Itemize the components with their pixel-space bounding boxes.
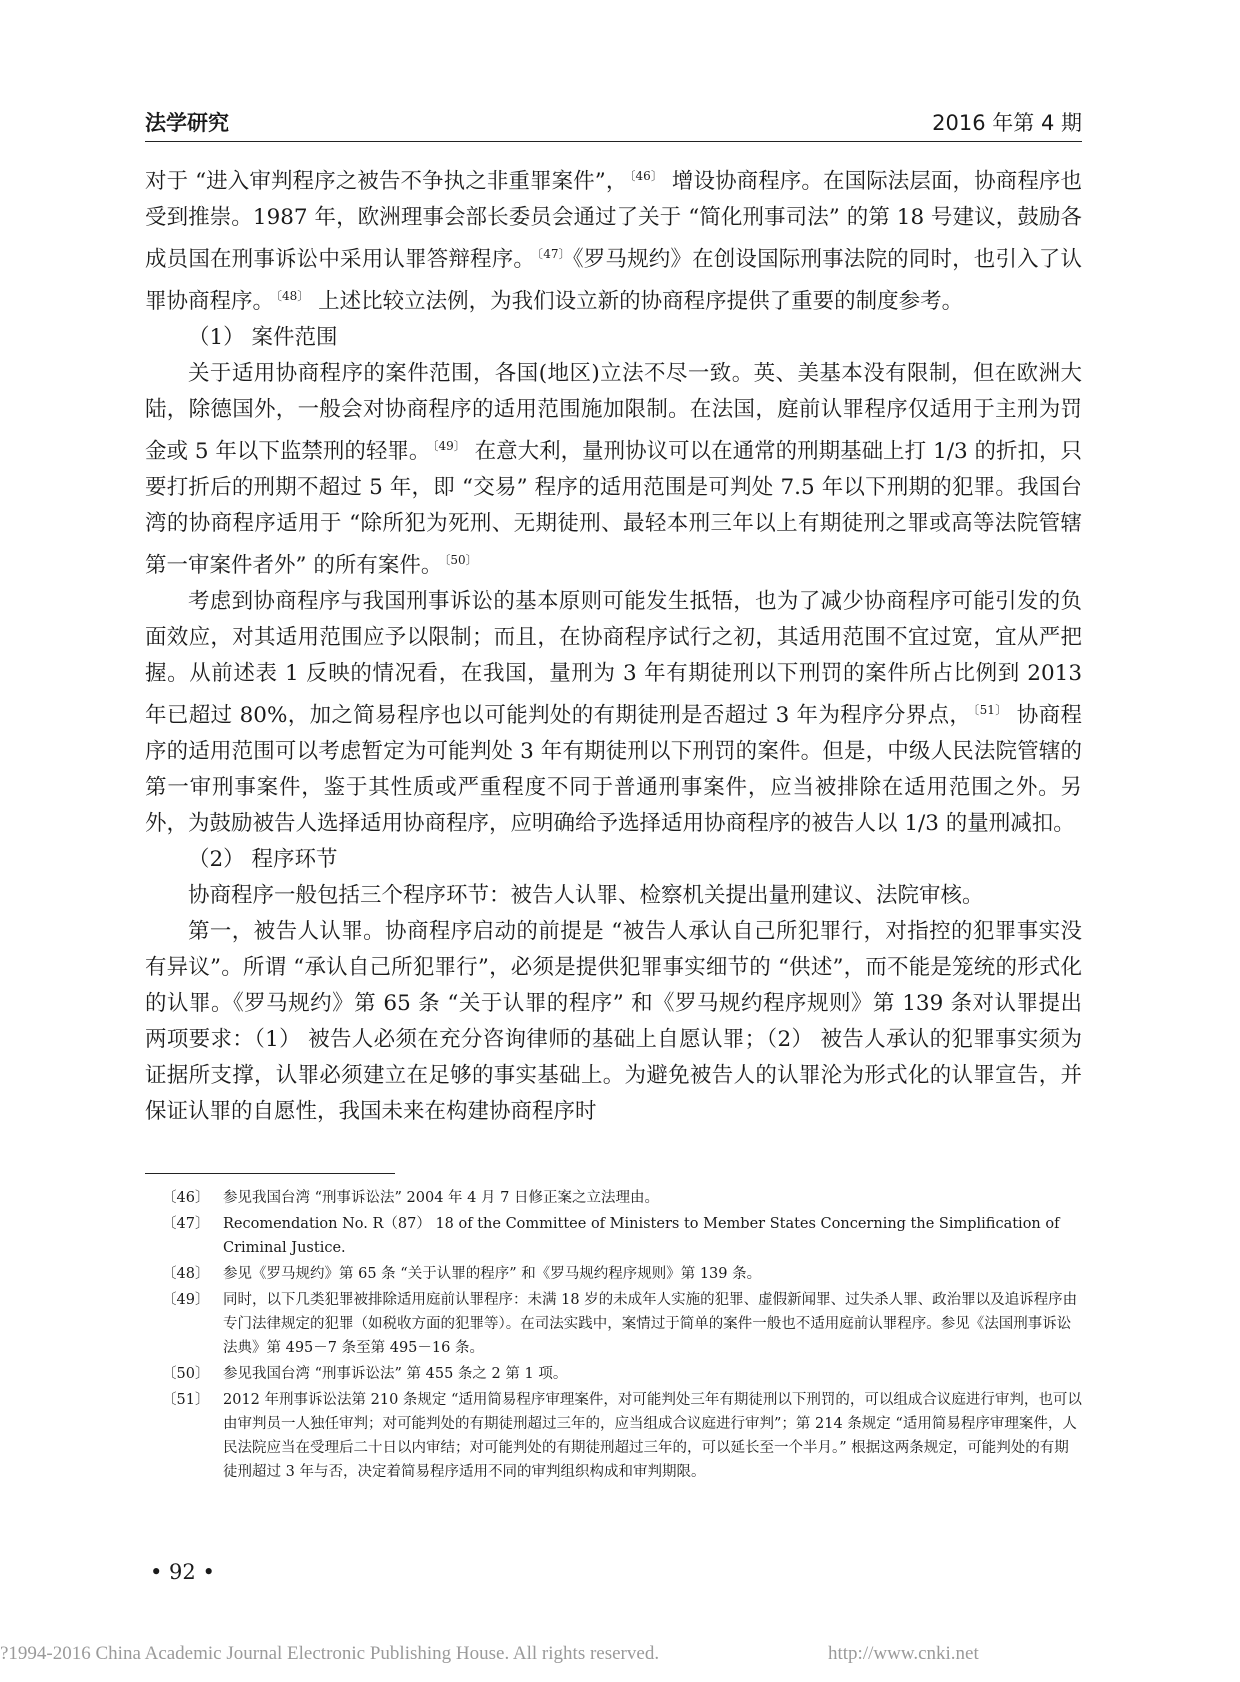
text-run: 考虑到协商程序与我国刑事诉讼的基本原则可能发生抵牾，也为了减少协商程序可能引发的负面效应，对其适用范围应予以限制；而且，在协商程序试行之初，其适用范围不宜过宽，宜从严把握。从前述表 1 反映的情况看，在我国，量刑为 3 年有期徒刑以下刑罚的案件所占比例到 2013 年已超过 80%，加之简易程序也以可能判处的有期徒刑是否超过 3 年为程序分界点， (145, 589, 1082, 728)
footnote-text: 2012 年刑事诉讼法第 210 条规定 “适用简易程序审理案件，对可能判处三年有期徒刑以下刑罚的，可以组成合议庭进行审判，也可以由审判员一人独任审判；对可能判处的有期徒刑超过三年的，应当组成合议庭进行审判”；第 214 条规定 “适用简易程序审理案件，人民法院应当在受理后二十日以内审结；对可能判处的有期徒刑超过三年的，可以延长至一个半月。” 根据这两条规定，可能判处的有期徒刑超过 3 年与否，决定着简易程序适用不同的审判组织构成和审判期限。 (223, 1392, 1082, 1480)
section-heading-procedure: （2） 程序环节 (188, 847, 338, 872)
footnote-text: 同时，以下几类犯罪被排除适用庭前认罪程序：未满 18 岁的未成年人实施的犯罪、虚假新闻罪、过失杀人罪、政治罪以及追诉程序由专门法律规定的犯罪（如税收方面的犯罪等）。在司法实践中，案情过于简单的案件一般也不适用庭前认罪程序。参见《法国刑事诉讼法典》第 495－7 条至第 495－16 条。 (223, 1292, 1078, 1356)
footnote-number: 〔51〕 (162, 1392, 210, 1408)
footnote-text: 参见《罗马规约》第 65 条 “关于认罪的程序” 和《罗马规约程序规则》第 139 条。 (223, 1266, 762, 1282)
footnote-ref-46[interactable]: 〔46〕 (629, 169, 663, 183)
footnote-46 (145, 1186, 1082, 1210)
page-number: • 92 • (150, 1560, 215, 1584)
text-run: 关于适用协商程序的案件范围，各国(地区)立法不尽一致。英、美基本没有限制，但在欧洲大陆，除德国外，一般会对协商程序的适用范围施加限制。在法国，庭前认罪程序仅适用于主刑为罚金或 5 年以下监禁刑的轻罪。 (145, 361, 1082, 464)
journal-title: 法学研究 (145, 111, 229, 135)
text-run: 《罗马规约》在创设国际刑事法院的同时，也引入了认罪协商程序。 (145, 247, 1082, 314)
main-body (145, 158, 1082, 1130)
footnote-number: 〔50〕 (162, 1366, 210, 1382)
footnote-47 (145, 1212, 1082, 1260)
paragraph-3 (145, 584, 1082, 842)
footnote-49 (145, 1288, 1082, 1360)
footnote-number: 〔46〕 (162, 1190, 210, 1206)
footnote-divider (145, 1173, 395, 1174)
footnote-text: Recomendation No. R（87） 18 of the Committee of Ministers to Member States Concerning the Simplification of Criminal Justice. (223, 1216, 1060, 1256)
footnote-50 (145, 1362, 1082, 1386)
paragraph-1 (145, 158, 1082, 320)
footnote-number: 〔47〕 (162, 1216, 210, 1232)
text-run: 协商程序的适用范围可以考虑暂定为可能判处 3 年有期徒刑以下刑罚的案件。但是，中级人民法院管辖的第一审刑事案件，鉴于其性质或严重程度不同于普通刑事案件，应当被排除在适用范围之外。另外，为鼓励被告人选择适用协商程序，应明确给予选择适用协商程序的被告人以 1/3 的量刑减扣。 (145, 703, 1082, 836)
text-run: 增设协商程序。在国际法层面，协商程序也受到推崇。1987 年，欧洲理事会部长委员会通过了关于 “简化刑事司法” 的第 18 号建议，鼓励各成员国在刑事诉讼中采用认罪答辩程序。 (145, 169, 1082, 272)
paragraph-2 (145, 356, 1082, 584)
footnote-ref-51[interactable]: 〔51〕 (973, 703, 1008, 717)
text-run: 上述比较立法例，为我们设立新的协商程序提供了重要的制度参考。 (311, 289, 964, 314)
footnote-number: 〔48〕 (162, 1266, 210, 1282)
issue-label: 2016 年第 4 期 (932, 111, 1082, 135)
paragraph-5: 第一，被告人认罪。协商程序启动的前提是 “被告人承认自己所犯罪行，对指控的犯罪事实没有异议”。所谓 “承认自己所犯罪行”，必须是提供犯罪事实细节的 “供述”，而不能是笼统的形式化的认罪。《罗马规约》第 65 条 “关于认罪的程序” 和《罗马规约程序规则》第 139 条对认罪提出两项要求：（1） 被告人必须在充分咨询律师的基础上自愿认罪；（2） 被告人承认的犯罪事实须为证据所支撑，认罪必须建立在足够的事实基础上。为避免被告人的认罪沦为形式化的认罪宣告，并保证认罪的自愿性，我国未来在构建协商程序时 (145, 919, 1082, 1124)
cnki-link[interactable]: http://www.cnki.net (828, 1643, 979, 1664)
footnote-number: 〔49〕 (162, 1292, 210, 1308)
footnote-ref-49[interactable]: 〔49〕 (432, 439, 466, 453)
footnotes (145, 1186, 1082, 1486)
paragraph-4: 协商程序一般包括三个程序环节：被告人认罪、检察机关提出量刑建议、法院审核。 (188, 883, 984, 908)
footnote-ref-47[interactable]: 〔47〕 (537, 247, 571, 261)
footnote-ref-48[interactable]: 〔48〕 (276, 289, 310, 303)
footnote-ref-50[interactable]: 〔50〕 (444, 553, 478, 567)
section-heading-case-scope: （1） 案件范围 (188, 325, 338, 350)
footnote-text: 参见我国台湾 “刑事诉讼法” 第 455 条之 2 第 1 项。 (223, 1366, 568, 1382)
footnote-text: 参见我国台湾 “刑事诉讼法” 2004 年 4 月 7 日修正案之立法理由。 (223, 1190, 659, 1206)
running-header (145, 105, 1082, 142)
footnote-48 (145, 1262, 1082, 1286)
copyright-text: ?1994-2016 China Academic Journal Electronic Publishing House. All rights reserved. (0, 1643, 660, 1664)
footnote-51 (145, 1388, 1082, 1484)
text-run: 对于 “进入审判程序之被告不争执之非重罪案件”， (145, 169, 628, 194)
text-run: 在意大利，量刑协议可以在通常的刑期基础上打 1/3 的折扣，只要打折后的刑期不超过 5 年，即 “交易” 程序的适用范围是可判处 7.5 年以下刑期的犯罪。我国台湾的协商程序适用于 “除所犯为死刑、无期徒刑、最轻本刑三年以上有期徒刑之罪或高等法院管辖第一审案件者外” 的所有案件。 (145, 439, 1082, 578)
